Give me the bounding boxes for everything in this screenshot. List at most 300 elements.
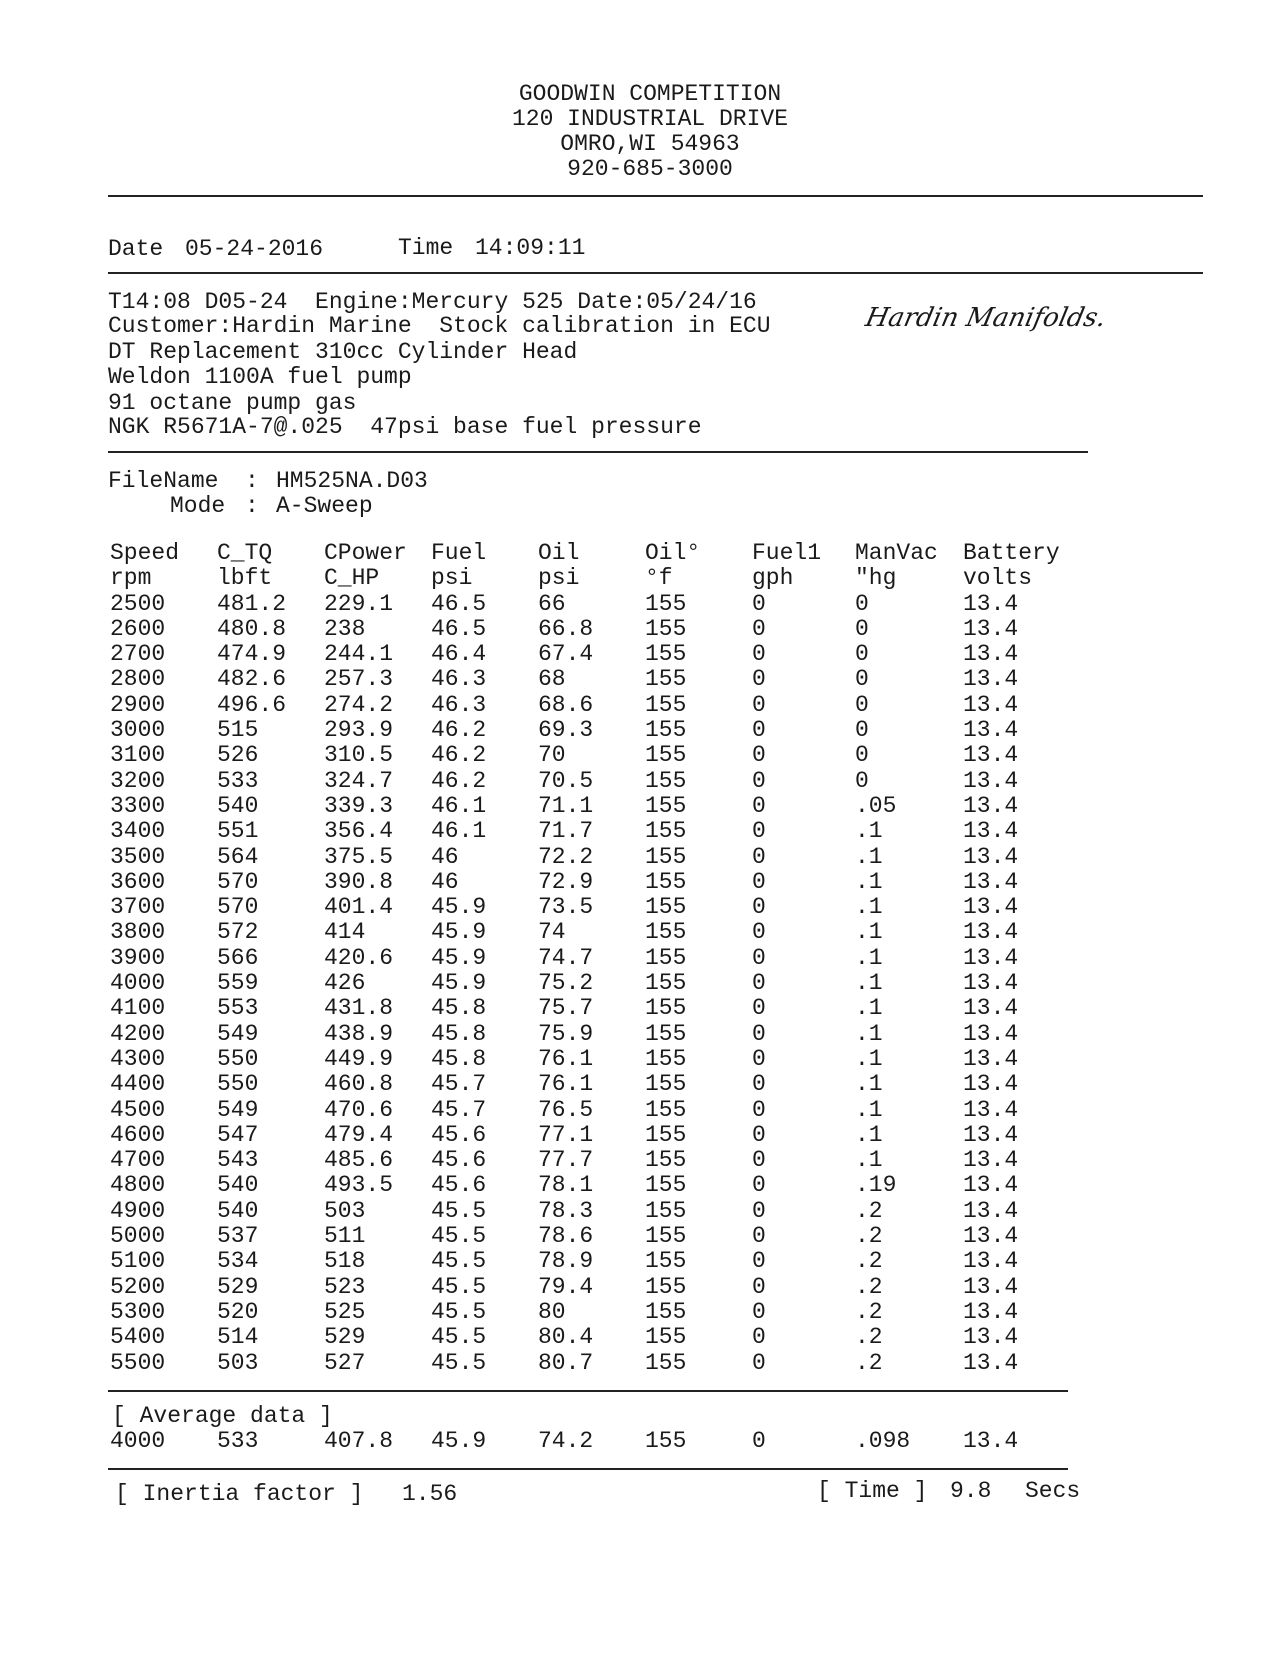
cell-fuel-psi: 46.3 (431, 666, 487, 693)
cell-battery: 13.4 (963, 894, 1019, 921)
cell-fuel-flow: 0 (752, 717, 766, 744)
cell-speed: 3900 (110, 944, 166, 971)
cell-manvac: 0 (855, 666, 869, 693)
cell-speed: 5400 (110, 1324, 166, 1351)
cell-fuel-flow: 0 (752, 995, 766, 1022)
cell-oil-psi: 76.1 (538, 1071, 594, 1098)
inertia-label: [ Inertia factor ] (115, 1481, 364, 1507)
filename-colon: : (245, 468, 259, 494)
cell-speed: 2800 (110, 666, 166, 693)
cell-power: 426 (324, 970, 366, 997)
cell-battery: 13.4 (963, 1248, 1019, 1275)
cell-manvac: .2 (855, 1248, 883, 1275)
cell-fuel-flow: 0 (752, 1147, 766, 1174)
avg-battery: 13.4 (963, 1428, 1019, 1454)
table-row (110, 819, 1080, 844)
header-fuel-psi: Fuel (431, 540, 487, 566)
cell-manvac: .2 (855, 1223, 883, 1250)
cell-battery: 13.4 (963, 995, 1019, 1022)
cell-speed: 3300 (110, 792, 166, 819)
header-speed: rpm (110, 565, 152, 592)
date-label: Date (108, 236, 164, 262)
cell-fuel-psi: 45.7 (431, 1096, 487, 1123)
cell-oil-psi: 70.5 (538, 767, 594, 794)
cell-speed: 3200 (110, 767, 166, 794)
cell-power: 339.3 (324, 792, 394, 819)
cell-battery: 13.4 (963, 818, 1019, 845)
cell-power: 479.4 (324, 1121, 394, 1148)
cell-fuel-flow: 0 (752, 919, 766, 946)
cell-fuel-psi: 45.5 (431, 1223, 487, 1250)
cell-manvac: .2 (855, 1298, 883, 1325)
cell-oil-psi: 67.4 (538, 641, 594, 668)
cell-speed: 3100 (110, 742, 166, 769)
cell-torque: 549 (217, 1020, 259, 1047)
cell-oil-temp: 155 (645, 691, 687, 718)
avg-power: 407.8 (324, 1428, 394, 1454)
cell-manvac: .1 (855, 868, 883, 895)
cell-power: 525 (324, 1298, 366, 1325)
cell-oil-psi: 72.2 (538, 843, 594, 870)
cell-oil-temp: 155 (645, 818, 687, 845)
cell-oil-psi: 71.1 (538, 792, 594, 819)
table-row (110, 743, 1080, 768)
cell-power: 375.5 (324, 843, 394, 870)
table-row (110, 1047, 1080, 1072)
cell-manvac: .1 (855, 970, 883, 997)
cell-oil-temp: 155 (645, 1248, 687, 1275)
cell-fuel-flow: 0 (752, 691, 766, 718)
header-oil-temp: Oil° (645, 540, 701, 566)
cell-torque: 540 (217, 1172, 259, 1199)
cell-power: 485.6 (324, 1147, 394, 1174)
cell-battery: 13.4 (963, 1349, 1019, 1376)
cell-speed: 2900 (110, 691, 166, 718)
cell-torque: 480.8 (217, 615, 287, 642)
cell-torque: 540 (217, 792, 259, 819)
cell-oil-temp: 155 (645, 1121, 687, 1148)
cell-oil-temp: 155 (645, 843, 687, 870)
cell-power: 493.5 (324, 1172, 394, 1199)
cell-oil-temp: 155 (645, 615, 687, 642)
table-row (110, 617, 1080, 642)
cell-torque: 482.6 (217, 666, 287, 693)
header-fuel-flow: Fuel1 (752, 540, 822, 566)
cell-oil-temp: 155 (645, 717, 687, 744)
cell-fuel-flow: 0 (752, 894, 766, 921)
cell-torque: 496.6 (217, 691, 287, 718)
avg-oil-temp: 155 (645, 1428, 687, 1454)
cell-oil-psi: 77.1 (538, 1121, 594, 1148)
average-row (110, 1429, 1080, 1454)
cell-fuel-flow: 0 (752, 1273, 766, 1300)
cell-battery: 13.4 (963, 767, 1019, 794)
table-row (110, 1325, 1080, 1350)
cell-manvac: .1 (855, 843, 883, 870)
cell-power: 460.8 (324, 1071, 394, 1098)
cell-fuel-psi: 46 (431, 868, 459, 895)
cell-battery: 13.4 (963, 1298, 1019, 1325)
cell-manvac: .1 (855, 818, 883, 845)
cell-fuel-psi: 45.5 (431, 1298, 487, 1325)
time-total-unit: Secs (1025, 1478, 1081, 1504)
cell-speed: 3600 (110, 868, 166, 895)
cell-manvac: .1 (855, 894, 883, 921)
cell-torque: 514 (217, 1324, 259, 1351)
average-label: [ Average data ] (112, 1403, 333, 1429)
table-row (110, 870, 1080, 895)
cell-oil-temp: 155 (645, 1071, 687, 1098)
cell-torque: 572 (217, 919, 259, 946)
cell-oil-temp: 155 (645, 919, 687, 946)
cell-manvac: .2 (855, 1324, 883, 1351)
cell-oil-psi: 76.1 (538, 1045, 594, 1072)
table-row (110, 1249, 1080, 1274)
header-oil-psi: psi (538, 565, 580, 592)
mode-label: Mode (170, 493, 226, 519)
table-row (110, 693, 1080, 718)
table-row (110, 1300, 1080, 1325)
cell-torque: 526 (217, 742, 259, 769)
table-row (110, 1199, 1080, 1224)
cell-battery: 13.4 (963, 717, 1019, 744)
cell-oil-psi: 71.7 (538, 818, 594, 845)
cell-oil-psi: 80.4 (538, 1324, 594, 1351)
cell-oil-temp: 155 (645, 590, 687, 617)
cell-power: 356.4 (324, 818, 394, 845)
cell-oil-temp: 155 (645, 1020, 687, 1047)
cell-oil-psi: 78.3 (538, 1197, 594, 1224)
cell-fuel-psi: 45.8 (431, 1045, 487, 1072)
cell-fuel-psi: 45.9 (431, 894, 487, 921)
cell-oil-temp: 155 (645, 742, 687, 769)
cell-battery: 13.4 (963, 944, 1019, 971)
header-oil-psi: Oil (538, 540, 580, 566)
cell-torque: 570 (217, 868, 259, 895)
cell-fuel-flow: 0 (752, 615, 766, 642)
cell-torque: 547 (217, 1121, 259, 1148)
cell-fuel-flow: 0 (752, 742, 766, 769)
cell-battery: 13.4 (963, 1121, 1019, 1148)
cell-manvac: .05 (855, 792, 897, 819)
cell-fuel-flow: 0 (752, 1223, 766, 1250)
cell-battery: 13.4 (963, 1324, 1019, 1351)
cell-fuel-flow: 0 (752, 641, 766, 668)
cell-power: 238 (324, 615, 366, 642)
cell-speed: 3500 (110, 843, 166, 870)
cell-fuel-psi: 46.1 (431, 792, 487, 819)
cell-torque: 481.2 (217, 590, 287, 617)
cell-speed: 4500 (110, 1096, 166, 1123)
cell-battery: 13.4 (963, 919, 1019, 946)
cell-fuel-flow: 0 (752, 1298, 766, 1325)
cell-fuel-psi: 46.2 (431, 717, 487, 744)
cell-speed: 4700 (110, 1147, 166, 1174)
cell-power: 438.9 (324, 1020, 394, 1047)
time-label: Time (398, 235, 454, 261)
avg-speed: 4000 (110, 1428, 166, 1454)
cell-torque: 551 (217, 818, 259, 845)
cell-fuel-psi: 45.8 (431, 995, 487, 1022)
table-row (110, 1098, 1080, 1123)
cell-manvac: 0 (855, 615, 869, 642)
cell-battery: 13.4 (963, 1172, 1019, 1199)
cell-oil-temp: 155 (645, 767, 687, 794)
time-total-value: 9.8 (950, 1478, 992, 1504)
cell-manvac: .2 (855, 1273, 883, 1300)
cell-battery: 13.4 (963, 1147, 1019, 1174)
cell-speed: 3700 (110, 894, 166, 921)
divider-4 (108, 1390, 1068, 1392)
divider-5 (108, 1468, 1068, 1470)
cell-speed: 5000 (110, 1223, 166, 1250)
table-row (110, 895, 1080, 920)
cell-power: 293.9 (324, 717, 394, 744)
cell-oil-temp: 155 (645, 1349, 687, 1376)
cell-fuel-flow: 0 (752, 767, 766, 794)
cell-fuel-flow: 0 (752, 1172, 766, 1199)
cell-fuel-psi: 46.2 (431, 767, 487, 794)
cell-manvac: 0 (855, 641, 869, 668)
cell-oil-psi: 73.5 (538, 894, 594, 921)
avg-oil-psi: 74.2 (538, 1428, 594, 1454)
cell-oil-psi: 78.9 (538, 1248, 594, 1275)
header-torque: lbft (217, 565, 273, 592)
cell-torque: 566 (217, 944, 259, 971)
notes-line-1: T14:08 D05-24 Engine:Mercury 525 Date:05/24/16 (108, 289, 757, 315)
cell-oil-temp: 155 (645, 1223, 687, 1250)
cell-manvac: .1 (855, 919, 883, 946)
cell-torque: 534 (217, 1248, 259, 1275)
cell-torque: 474.9 (217, 641, 287, 668)
cell-oil-temp: 155 (645, 666, 687, 693)
notes-line-3: DT Replacement 310cc Cylinder Head (108, 339, 578, 365)
time-value: 14:09:11 (475, 235, 586, 261)
cell-manvac: .1 (855, 995, 883, 1022)
cell-speed: 2600 (110, 615, 166, 642)
cell-power: 390.8 (324, 868, 394, 895)
cell-oil-temp: 155 (645, 641, 687, 668)
header-fuel-psi: psi (431, 565, 473, 592)
cell-oil-psi: 69.3 (538, 717, 594, 744)
cell-oil-temp: 155 (645, 792, 687, 819)
table-row (110, 1224, 1080, 1249)
cell-speed: 5300 (110, 1298, 166, 1325)
cell-battery: 13.4 (963, 868, 1019, 895)
divider-2 (108, 272, 1203, 274)
cell-oil-psi: 68.6 (538, 691, 594, 718)
cell-oil-psi: 78.1 (538, 1172, 594, 1199)
cell-speed: 5200 (110, 1273, 166, 1300)
cell-oil-temp: 155 (645, 1273, 687, 1300)
cell-power: 414 (324, 919, 366, 946)
cell-speed: 2700 (110, 641, 166, 668)
header-manvac: ManVac (855, 540, 938, 566)
cell-fuel-psi: 46.3 (431, 691, 487, 718)
cell-fuel-flow: 0 (752, 590, 766, 617)
cell-power: 511 (324, 1223, 366, 1250)
cell-oil-temp: 155 (645, 1197, 687, 1224)
cell-oil-psi: 80.7 (538, 1349, 594, 1376)
cell-fuel-psi: 46.5 (431, 590, 487, 617)
filename-label: FileName (108, 468, 219, 494)
cell-oil-temp: 155 (645, 944, 687, 971)
table-row (110, 1072, 1080, 1097)
cell-fuel-psi: 45.9 (431, 919, 487, 946)
cell-speed: 3800 (110, 919, 166, 946)
cell-torque: 515 (217, 717, 259, 744)
header-power: CPower (324, 540, 407, 566)
company-address: 120 INDUSTRIAL DRIVE (511, 106, 789, 132)
cell-oil-temp: 155 (645, 1096, 687, 1123)
divider-1 (108, 195, 1203, 197)
company-phone: 920-685-3000 (567, 156, 733, 182)
cell-torque: 503 (217, 1349, 259, 1376)
cell-manvac: .2 (855, 1349, 883, 1376)
header-torque: C_TQ (217, 540, 273, 566)
cell-battery: 13.4 (963, 742, 1019, 769)
cell-torque: 553 (217, 995, 259, 1022)
table-row (110, 845, 1080, 870)
cell-fuel-psi: 46.4 (431, 641, 487, 668)
cell-manvac: 0 (855, 590, 869, 617)
cell-oil-temp: 155 (645, 1172, 687, 1199)
cell-oil-psi: 75.9 (538, 1020, 594, 1047)
cell-fuel-flow: 0 (752, 818, 766, 845)
notes-line-6: NGK R5671A-7@.025 47psi base fuel pressure (108, 414, 702, 440)
cell-fuel-flow: 0 (752, 1096, 766, 1123)
cell-fuel-flow: 0 (752, 1324, 766, 1351)
cell-manvac: .2 (855, 1197, 883, 1224)
cell-fuel-flow: 0 (752, 792, 766, 819)
table-row (110, 592, 1080, 617)
mode-colon: : (245, 493, 259, 519)
cell-fuel-psi: 46.5 (431, 615, 487, 642)
cell-fuel-flow: 0 (752, 1045, 766, 1072)
cell-oil-temp: 155 (645, 970, 687, 997)
table-row (110, 971, 1080, 996)
cell-fuel-flow: 0 (752, 843, 766, 870)
cell-torque: 529 (217, 1273, 259, 1300)
cell-speed: 4300 (110, 1045, 166, 1072)
cell-battery: 13.4 (963, 691, 1019, 718)
cell-battery: 13.4 (963, 1223, 1019, 1250)
cell-fuel-psi: 45.9 (431, 944, 487, 971)
divider-3 (108, 451, 1088, 453)
cell-battery: 13.4 (963, 641, 1019, 668)
cell-manvac: .1 (855, 1121, 883, 1148)
cell-fuel-flow: 0 (752, 1248, 766, 1275)
table-row (110, 718, 1080, 743)
notes-line-4: Weldon 1100A fuel pump (108, 364, 412, 390)
cell-fuel-flow: 0 (752, 1020, 766, 1047)
table-row (110, 996, 1080, 1021)
company-city: OMRO,WI 54963 (560, 131, 740, 157)
cell-battery: 13.4 (963, 666, 1019, 693)
cell-power: 523 (324, 1273, 366, 1300)
cell-battery: 13.4 (963, 792, 1019, 819)
cell-manvac: .1 (855, 944, 883, 971)
cell-power: 420.6 (324, 944, 394, 971)
cell-oil-psi: 70 (538, 742, 566, 769)
cell-manvac: 0 (855, 691, 869, 718)
mode-value: A-Sweep (276, 493, 373, 519)
table-row (110, 1123, 1080, 1148)
table-row (110, 1275, 1080, 1300)
cell-power: 257.3 (324, 666, 394, 693)
cell-oil-psi: 66.8 (538, 615, 594, 642)
cell-manvac: 0 (855, 742, 869, 769)
handwritten-note: Hardin Manifolds. (862, 303, 1109, 333)
cell-fuel-psi: 45.5 (431, 1349, 487, 1376)
cell-battery: 13.4 (963, 1071, 1019, 1098)
cell-fuel-flow: 0 (752, 1349, 766, 1376)
table-row (110, 642, 1080, 667)
cell-fuel-psi: 45.5 (431, 1273, 487, 1300)
cell-power: 229.1 (324, 590, 394, 617)
header-row (110, 566, 1080, 591)
cell-power: 470.6 (324, 1096, 394, 1123)
cell-power: 310.5 (324, 742, 394, 769)
cell-oil-psi: 75.7 (538, 995, 594, 1022)
cell-fuel-psi: 45.6 (431, 1147, 487, 1174)
header-oil-temp: °f (645, 565, 673, 592)
cell-power: 529 (324, 1324, 366, 1351)
cell-torque: 520 (217, 1298, 259, 1325)
cell-torque: 537 (217, 1223, 259, 1250)
cell-speed: 4000 (110, 970, 166, 997)
table-row (110, 794, 1080, 819)
cell-fuel-flow: 0 (752, 1071, 766, 1098)
cell-oil-psi: 72.9 (538, 868, 594, 895)
cell-oil-temp: 155 (645, 1324, 687, 1351)
cell-oil-psi: 75.2 (538, 970, 594, 997)
cell-oil-psi: 78.6 (538, 1223, 594, 1250)
header-fuel-flow: gph (752, 565, 794, 592)
cell-power: 449.9 (324, 1045, 394, 1072)
cell-battery: 13.4 (963, 615, 1019, 642)
cell-oil-psi: 68 (538, 666, 566, 693)
cell-speed: 4100 (110, 995, 166, 1022)
cell-torque: 533 (217, 767, 259, 794)
cell-battery: 13.4 (963, 1197, 1019, 1224)
cell-power: 518 (324, 1248, 366, 1275)
cell-torque: 559 (217, 970, 259, 997)
header-row (110, 541, 1080, 566)
cell-fuel-psi: 45.6 (431, 1172, 487, 1199)
cell-battery: 13.4 (963, 1020, 1019, 1047)
cell-oil-temp: 155 (645, 868, 687, 895)
cell-fuel-psi: 46.1 (431, 818, 487, 845)
company-name: GOODWIN COMPETITION (518, 81, 782, 107)
table-row (110, 667, 1080, 692)
cell-manvac: .1 (855, 1020, 883, 1047)
cell-speed: 3000 (110, 717, 166, 744)
cell-manvac: .1 (855, 1071, 883, 1098)
cell-torque: 540 (217, 1197, 259, 1224)
cell-speed: 4600 (110, 1121, 166, 1148)
cell-oil-psi: 76.5 (538, 1096, 594, 1123)
cell-power: 274.2 (324, 691, 394, 718)
cell-speed: 4400 (110, 1071, 166, 1098)
cell-fuel-flow: 0 (752, 1197, 766, 1224)
cell-torque: 550 (217, 1045, 259, 1072)
table-row (110, 920, 1080, 945)
cell-fuel-psi: 45.5 (431, 1248, 487, 1275)
cell-power: 324.7 (324, 767, 394, 794)
avg-fuel-flow: 0 (752, 1428, 766, 1454)
cell-fuel-psi: 46 (431, 843, 459, 870)
